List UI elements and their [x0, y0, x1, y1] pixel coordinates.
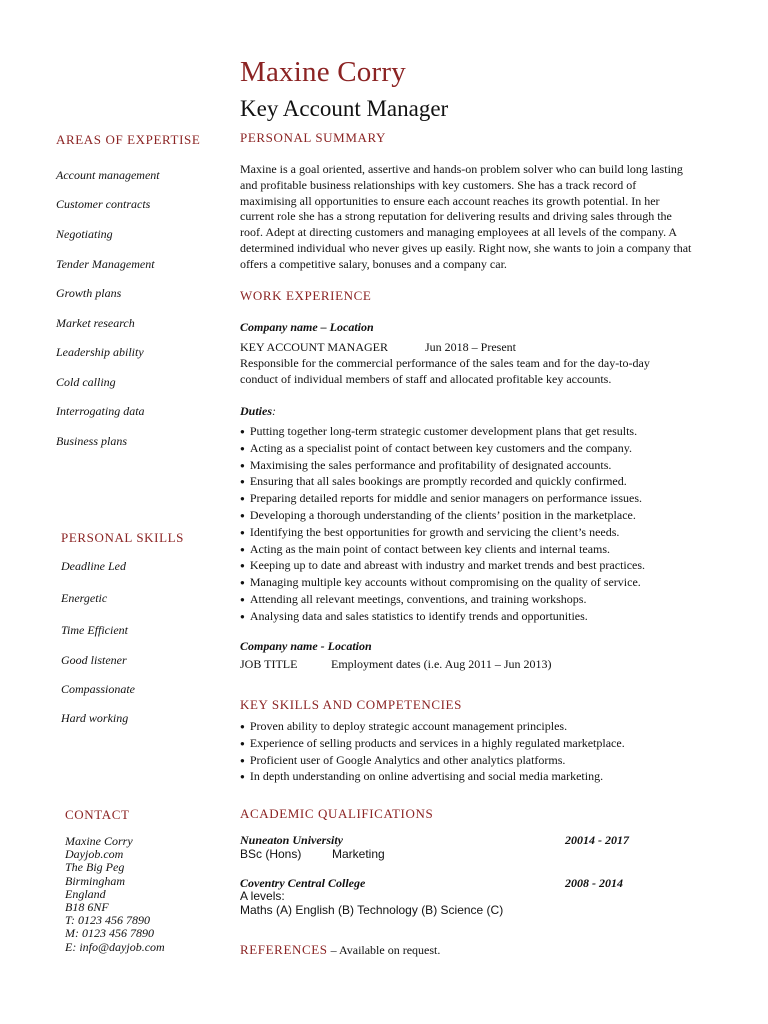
job1-company: Company name – Location: [240, 320, 374, 334]
school1-subject: Marketing: [332, 847, 385, 861]
personal-skills-heading: PERSONAL SKILLS: [61, 530, 185, 545]
personal-skill-item: Time Efficient: [61, 623, 128, 637]
key-skill-item: ● Proficient user of Google Analytics and other analytics platforms.: [240, 753, 700, 770]
candidate-name: Maxine Corry: [240, 56, 406, 88]
contact-telephone: T: 0123 456 7890: [65, 913, 151, 928]
job1-role: KEY ACCOUNT MANAGER: [240, 340, 389, 354]
references-line: [240, 942, 440, 959]
contact-company[interactable]: Dayjob.com: [65, 847, 124, 862]
expertise-item: Account management: [56, 168, 160, 182]
personal-skill-item: Deadline Led: [61, 559, 126, 573]
school2-name: Coventry Central College: [240, 876, 366, 890]
job2-company: Company name - Location: [240, 639, 372, 653]
job1-dates: Jun 2018 – Present: [425, 340, 516, 354]
contact-address-line: The Big Peg: [65, 860, 125, 875]
personal-skill-item: Hard working: [61, 711, 129, 725]
academic-heading: ACADEMIC QUALIFICATIONS: [240, 806, 434, 821]
key-skill-item: ● Experience of selling products and services in a highly regulated marketplace.: [240, 736, 700, 753]
summary-heading: PERSONAL SUMMARY: [240, 130, 387, 145]
duties-list: [240, 424, 700, 626]
duty-item: ● Preparing detailed reports for middle and senior managers on performance issues.: [240, 491, 700, 508]
expertise-item: Leadership ability: [56, 345, 144, 359]
duty-item: ● Acting as the main point of contact between key clients and internal teams.: [240, 542, 700, 559]
expertise-item: Interrogating data: [56, 404, 145, 418]
expertise-item: Business plans: [56, 434, 128, 448]
duties-label: [240, 404, 276, 420]
expertise-item: Cold calling: [56, 375, 116, 389]
duty-item: ● Managing multiple key accounts without compromising on the quality of service.: [240, 575, 700, 592]
personal-skill-item: Compassionate: [61, 682, 136, 696]
key-skill-item: ● Proven ability to deploy strategic account management principles.: [240, 719, 700, 736]
expertise-item: Market research: [56, 316, 135, 330]
duty-item: ● Analysing data and sales statistics to identify trends and opportunities.: [240, 609, 700, 626]
expertise-item: Negotiating: [56, 227, 113, 241]
personal-skill-item: Good listener: [61, 653, 127, 667]
expertise-item: Growth plans: [56, 286, 122, 300]
duty-item: ● Identifying the best opportunities for growth and servicing the client’s needs.: [240, 525, 700, 542]
school1-name: Nuneaton University: [240, 833, 344, 847]
school2-dates: 2008 - 2014: [565, 876, 623, 890]
contact-mobile: M: 0123 456 7890: [65, 926, 154, 941]
duty-item: ● Putting together long-term strategic customer development plans that get results.: [240, 424, 700, 441]
personal-skill-item: Energetic: [61, 591, 108, 605]
duty-item: ● Attending all relevant meetings, conventions, and training workshops.: [240, 592, 700, 609]
references-heading: REFERENCES: [240, 942, 328, 957]
duties-label-text: Duties: [240, 404, 273, 418]
summary-text: Maxine is a goal oriented, assertive and hands-on problem solver who can build long lasting and profitable business relationships with key customers. She has a track record of maximising all opportunities to ensure each account reaches its growth potential. In her current role she has a strong reputation for delivering results and driving sales through the roof. Adept at directing customers and managing employees at all levels of the company. A determined individual who never gives up easily. Right now, she wants to join a company that offers a competitive salary, bonuses and a company car.: [240, 162, 692, 271]
contact-name: Maxine Corry: [65, 834, 133, 848]
contact-city: Birmingham: [65, 873, 125, 888]
job-title: Key Account Manager: [240, 96, 449, 121]
work-experience-heading: WORK EXPERIENCE: [240, 288, 372, 303]
contact-email[interactable]: E: info@dayjob.com: [65, 939, 165, 954]
school2-levels: Maths (A) English (B) Technology (B) Science (C): [240, 903, 504, 917]
school2-levels-label: A levels:: [240, 889, 285, 903]
duty-item: ● Maximising the sales performance and profitability of designated accounts.: [240, 458, 700, 475]
contact-country: England: [65, 886, 106, 901]
duty-item: ● Developing a thorough understanding of the clients’ position in the marketplace.: [240, 508, 700, 525]
job2-dates: Employment dates (i.e. Aug 2011 – Jun 2013): [331, 657, 552, 671]
job2-role: JOB TITLE: [240, 657, 298, 671]
school1-dates: 20014 - 2017: [565, 833, 629, 847]
key-skills-list: [240, 719, 700, 786]
key-skills-heading: KEY SKILLS AND COMPETENCIES: [240, 697, 462, 712]
expertise-item: Tender Management: [56, 257, 155, 271]
duty-item: ● Keeping up to date and abreast with industry and market trends and best practices.: [240, 558, 700, 575]
school1-degree: BSc (Hons): [240, 847, 302, 861]
expertise-heading: AREAS OF EXPERTISE: [56, 132, 201, 147]
references-text: – Available on request.: [327, 943, 441, 957]
contact-postcode: B18 6NF: [65, 900, 109, 915]
job1-description: Responsible for the commercial performance of the sales team and for the day-to-day conduct of individual members of staff and allocated profitable key accounts.: [240, 356, 650, 386]
duties-colon: :: [272, 404, 277, 418]
duty-item: ● Acting as a specialist point of contact between key customers and the company.: [240, 441, 700, 458]
key-skill-item: ● In depth understanding on online advertising and social media marketing.: [240, 769, 700, 786]
expertise-item: Customer contracts: [56, 197, 151, 211]
contact-block: [65, 835, 165, 954]
duty-item: ● Ensuring that all sales bookings are promptly recorded and quickly confirmed.: [240, 474, 700, 491]
contact-heading: CONTACT: [65, 807, 130, 822]
